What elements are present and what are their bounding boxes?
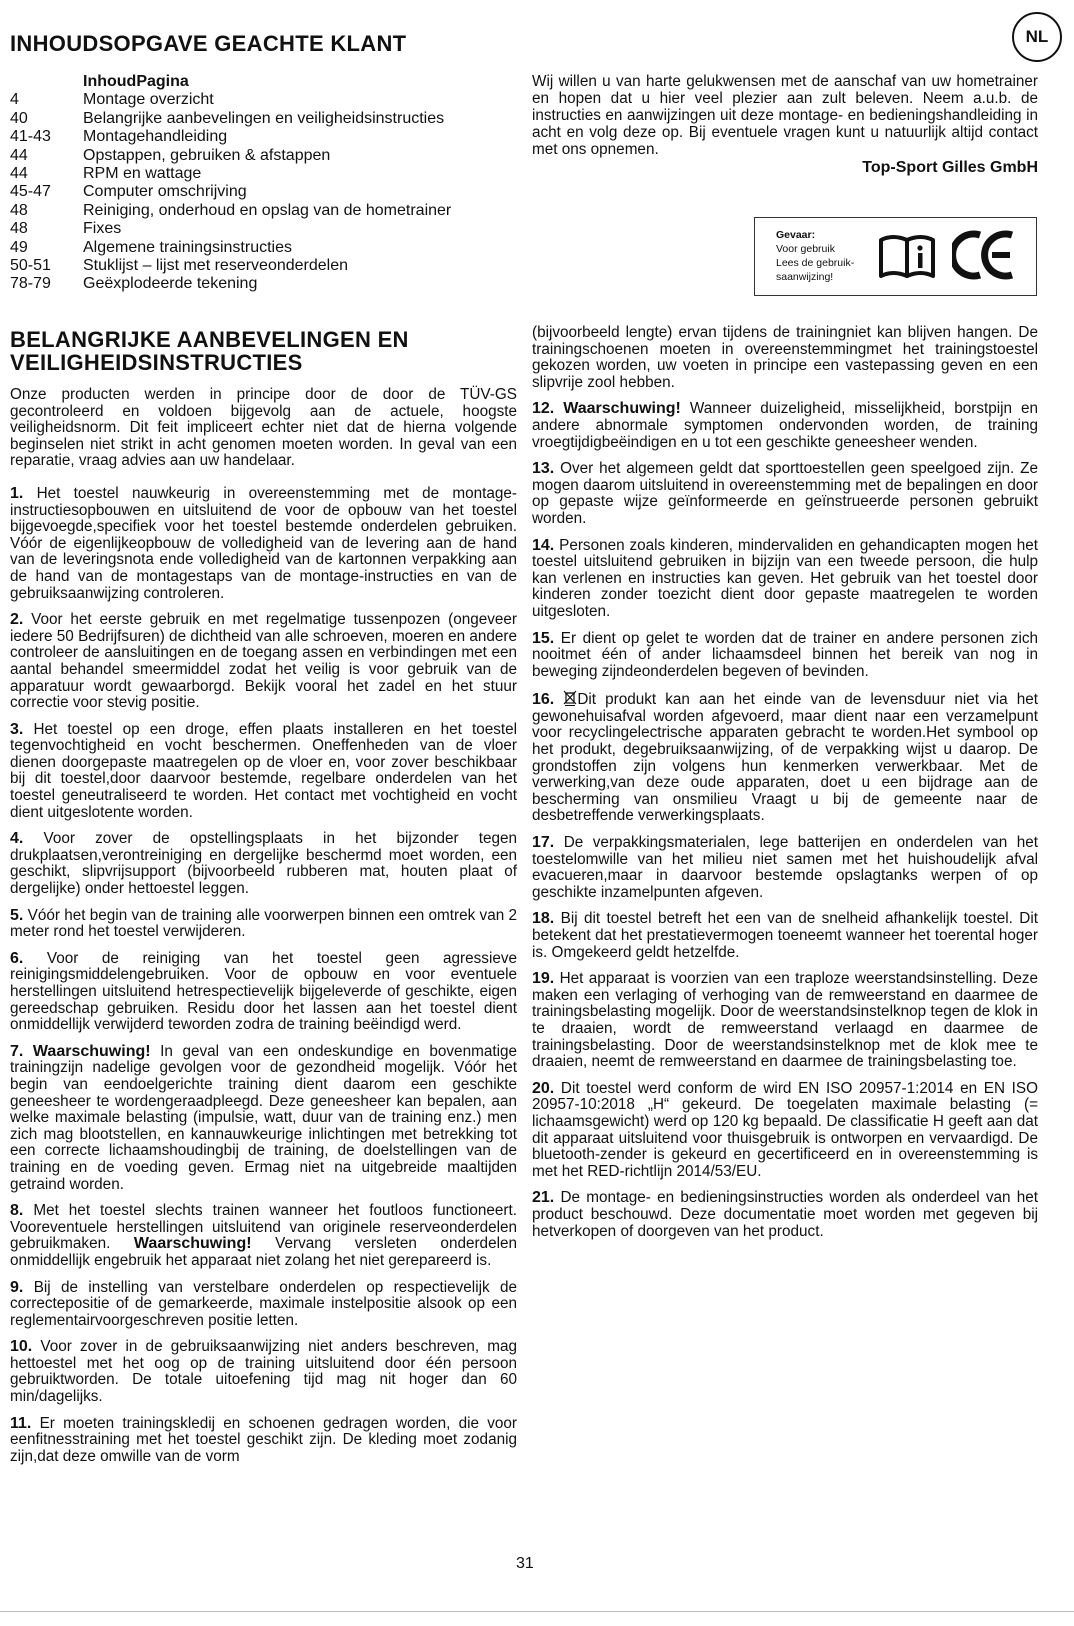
warning-emphasis: Waarschuwing! <box>563 400 681 418</box>
toc-label: Reiniging, onderhoud en opslag van de hometrainer <box>83 201 452 219</box>
safety-title-line-1: BELANGRIJKE AANBEVELINGEN EN <box>10 327 409 352</box>
item-text: Het toestel nauwkeurig in overeenstemming met de montage-instructiesopbouwen en uitsluitend de voor de opbouw van het toestel bijgevoegde,specifiek voor het toestel bestemde onderdelen gebruiken. Vóór de eigenlijkeopbouw de volledigheid van de levering aan de hand van de leveringsnota ende volledigheid van de kartonnen verpakking aan de hand van de montagestaps van de montage-instructies en van de gebruiksaanwijzing controleren. <box>10 484 518 602</box>
table-of-contents <box>10 73 530 294</box>
safety-items-left <box>10 486 517 1465</box>
item-text: Wanneer duizeligheid, misselijkheid, borstpijn en andere abnormale symptomen ondervonden worden, de training vroegtijdigbeëindigen en u tot een geschikte geneesheer wenden. <box>532 400 1039 451</box>
item-number: 14. <box>532 536 555 554</box>
page-title: INHOUDSOPGAVE GEACHTE KLANT <box>10 31 407 56</box>
welcome-text: Wij willen u van harte gelukwensen met de aanschaf van uw hometrainer en hopen dat u hier veel plezier aan zult beleven. Neem a.u.b. de instructies en aanwijzingen uit deze montage- en bedieningshandleiding in acht en volg deze op. Bij eventuele vragen kunt u natuurlijk altijd contact met ons opnemen. <box>532 73 1038 158</box>
toc-label: Opstappen, gebruiken & afstappen <box>83 146 331 164</box>
toc-page-number: 48 <box>10 201 28 219</box>
language-badge: NL <box>1012 12 1062 62</box>
warning-line-2: Lees de gebruik- <box>776 257 855 269</box>
footer-rule <box>0 1611 1074 1612</box>
safety-item <box>532 911 1038 961</box>
warning-emphasis: Waarschuwing! <box>32 1042 151 1060</box>
toc-page-number: 41-43 <box>10 128 51 146</box>
warning-line-3: saanwijzing! <box>776 271 834 283</box>
welcome-block <box>532 73 1038 176</box>
safety-item <box>532 401 1038 451</box>
warning-label-text <box>776 228 854 284</box>
toc-row <box>10 275 530 293</box>
toc-page-number: 4 <box>10 91 19 109</box>
item-number: 21. <box>532 1189 555 1207</box>
item-text: Personen zoals kinderen, mindervaliden en gehandicapten mogen het toestel uitsluitend gebruiken in bijzijn van een tweede persoon, die hulp kan verlenen en instructies kan geven. Het gebruik van het toestel door kinderen zonder toezicht dient door gepaste maatregelen te worden uitgesloten. <box>532 536 1038 620</box>
item-text: Over het algemeen geldt dat sporttoestellen geen speelgoed zijn. Ze mogen daarom uitsluitend in overeenstemming met de bepalingen en door op gepaste wijze geïnformeerde en geïnstrueerde personen gebruikt worden. <box>532 460 1038 527</box>
warning-title: Gevaar: <box>776 229 816 241</box>
toc-label: Montagehandleiding <box>83 128 228 146</box>
crossed-bin-icon <box>563 691 577 708</box>
toc-label: Belangrijke aanbevelingen en veiligheidsinstructies <box>83 109 445 127</box>
item-number: 5. <box>10 906 24 924</box>
toc-header: InhoudPagina <box>83 73 189 90</box>
toc-row <box>10 165 530 183</box>
toc-row <box>10 147 530 165</box>
toc-row <box>10 110 530 128</box>
toc-label: Fixes <box>83 220 122 238</box>
toc-row <box>10 239 530 257</box>
manual-book-icon <box>878 232 936 280</box>
safety-items-right <box>532 401 1038 1240</box>
item-number: 8. <box>10 1202 24 1220</box>
item-number: 9. <box>10 1278 24 1296</box>
item-number: 7. <box>10 1042 24 1060</box>
safety-item <box>10 908 517 941</box>
item-text: Het apparaat is voorzien van een traploze weerstandsinstelling. Deze maken een verlaging of verhoging van de remweerstand en daarmee de trainingsbelasting mogelijk. Door de weerstandsinstelknop tegen de klok in te draaien, wordt de remweerstand verlaagd en daarmee de trainingsbelasting. Door de weerstandsinstelknop met de klok mee te draaien, neemt de remweerstand en daarmee de trainingsbelasting toe. <box>532 970 1038 1071</box>
item-number: 17. <box>532 834 555 852</box>
toc-label: Algemene trainingsinstructies <box>83 238 292 256</box>
safety-right-intro: (bijvoorbeeld lengte) ervan tijdens de trainingniet kan blijven hangen. De trainingschoenen moeten in overeenstemmingmet het trainingstoestel gekozen worden, uw voeten in principe een vastepassing geven en een slipvrije zool hebben. <box>532 324 1038 391</box>
item-text: Voor zover in de gebruiksaanwijzing niet anders beschreven, mag hettoestel met het oog op de training uitsluitend door één persoon gebruiktworden. De totale uitoefening tijd mag nit hoger dan 60 min/dagelijks. <box>10 1338 517 1406</box>
toc-page-number: 50-51 <box>10 257 51 275</box>
toc-row <box>10 202 530 220</box>
item-number: 15. <box>532 629 555 647</box>
safety-item <box>532 835 1038 901</box>
item-text: Voor het eerste gebruik en met regelmatige tussenpozen (ongeveer iedere 50 Bedrijfsuren) de dichtheid van alle schroeven, moeren en andere controleer de aansluitingen en de toegang assen en verbindingen met een aantal behandel smeermiddel zodat het veilig is voor gebruik van de apparatuur wordt gewaarborgd. Bekijk vooral het zadel en het stuur correctie voor stevig positie. <box>10 611 517 712</box>
toc-label: Computer omschrijving <box>83 183 247 201</box>
safety-item <box>10 831 517 897</box>
item-number: 11. <box>10 1414 32 1432</box>
item-number: 4. <box>10 830 24 848</box>
item-number: 13. <box>532 460 555 478</box>
safety-item <box>10 1416 517 1466</box>
warning-line-1: Voor gebruik <box>776 243 835 255</box>
ce-mark-icon <box>952 229 1016 281</box>
safety-item <box>10 1044 517 1193</box>
safety-item <box>10 1203 517 1269</box>
item-text: Bij de instelling van verstelbare onderdelen op respectievelijk de correctepositie of de gemarkeerde, maximale instelpositie alsook op een reglementairvoorgeschreven positie letten. <box>10 1278 518 1329</box>
toc-row <box>10 128 530 146</box>
item-number: 3. <box>10 720 24 738</box>
toc-page-number: 78-79 <box>10 275 51 293</box>
toc-page-number: 49 <box>10 238 28 256</box>
safety-item <box>10 722 517 822</box>
toc-row <box>10 183 530 201</box>
toc-label: Geëxplodeerde tekening <box>83 275 258 293</box>
safety-item <box>532 538 1038 621</box>
item-text: Er dient op gelet te worden dat de trainer en andere personen zich nooitmet één of ander lichaamsdeel binnen het bereik van nog in beweging zijndeonderdelen begeven of bevinden. <box>532 629 1038 680</box>
toc-label: RPM en wattage <box>83 165 202 183</box>
item-text: Er moeten trainingskledij en schoenen gedragen worden, die voor eenfitnesstraining met het toestel geschikt zijn. De kleding moet zodanig zijn,dat deze omwille van de vorm <box>10 1414 518 1465</box>
right-column <box>532 325 1038 1250</box>
item-number: 6. <box>10 949 24 967</box>
toc-page-number: 40 <box>10 109 28 127</box>
item-number: 16. <box>532 691 555 709</box>
item-number: 12. <box>532 400 555 418</box>
item-text: Vóór het begin van de training alle voorwerpen binnen een omtrek van 2 meter rond het toestel verwijderen. <box>10 906 518 941</box>
toc-row <box>10 257 530 275</box>
company-name: Top-Sport Gilles GmbH <box>862 159 1038 176</box>
item-text: Met het toestel slechts trainen wanneer het foutloos functioneert. Vooreventuele herstellingen uitsluitend van originele reserveonderdelen gebruikmaken. <box>10 1202 518 1253</box>
item-number: 19. <box>532 970 555 988</box>
item-text: Het toestel op een droge, effen plaats installeren en het toestel tegenvochtigheid en vocht beschermen. Oneffenheden van de vloer dienen doorgepaste maatregelen op de vloer en, voor zover beschikbaar bij dit toestel,door daarvoor bestemde, regelbare onderdelen van het toestel geneutraliseerd te worden. Het contact met vochtigheid en vocht dient uitgeslotente worden. <box>10 720 518 821</box>
item-text: Voor de reiniging van het toestel geen agressieve reinigingsmiddelengebruiken. Voor de opbouw en voor eventuele herstellingen uitsluitend hetrespectievelijk bijgeleverde of geschikte, eigen gereedschap gebruiken. Residu door het lassen aan het toestel dient onmiddellijk verwijderd teworden zodra de training beëindigd werd. <box>10 949 518 1034</box>
warning-emphasis: Waarschuwing! <box>133 1235 252 1253</box>
safety-item <box>532 1190 1038 1240</box>
safety-item <box>532 971 1038 1071</box>
item-text: Voor zover de opstellingsplaats in het bijzonder tegen drukplaatsen,verontreiniging en dergelijke beschermd moet worden, een geschikt, slipvrijsupport (bijvoorbeeld rubberen mat, houten plaat of dergelijke) onder hettoestel leggen. <box>10 830 518 898</box>
toc-row <box>10 220 530 238</box>
item-text: Dit toestel werd conform de wird EN ISO 20957-1:2014 en EN ISO 20957-10:2018 „H“ gekeurd. De toegelaten maximale belasting (= lichaamsgewicht) werd op 120 kg bepaald. De classificatie H geeft aan dat dit apparaat uitsluitend voor thuisgebruik is ontworpen en vervaardigd. De bluetooth-zender is gekeurd en gecertificeerd en in overeenstemming is met het RED-richtlijn 2014/53/EU. <box>532 1079 1038 1180</box>
item-number: 10. <box>10 1338 33 1356</box>
toc-row <box>10 91 530 109</box>
item-number: 1. <box>10 484 24 502</box>
item-number: 20. <box>532 1079 555 1097</box>
safety-item <box>532 1081 1038 1181</box>
safety-item <box>10 951 517 1034</box>
safety-item <box>10 486 517 602</box>
toc-page-number: 44 <box>10 165 28 183</box>
safety-item <box>10 612 517 712</box>
safety-title-line-2: VEILIGHEIDSINSTRUCTIES <box>10 350 303 376</box>
toc-page-number: 44 <box>10 146 28 164</box>
safety-item <box>532 690 1038 825</box>
safety-item <box>532 461 1038 527</box>
left-column <box>10 387 517 1475</box>
item-text: In geval van een ondeskundige en bovenmatige trainingzijn nadelige gevolgen voor de gezondheid mogelijk. Vóór het begin van eendoelgerichte training dient daarom een geschikte geneesheer te wordengeraadpleegd. Deze geneesheer kan bepalen, aan welke maximale belasting (impulsie, watt, duur van de training enz.) men zich mag blootstellen, en kannauwkeurige inlichtingen met betrekking tot een correcte lichaamshoudingbij de training, de doelstellingen van de training en de voeding geven. Ermag niet na uitgebreide maaltijden getraind worden. <box>10 1042 517 1193</box>
item-text: Vervang versleten onderdelen onmiddellijk engebruik het apparaat niet zolang het niet gerepareerd is. <box>10 1235 517 1269</box>
safety-item <box>10 1280 517 1330</box>
safety-section-title <box>10 328 409 374</box>
safety-item <box>10 1339 517 1405</box>
page-number: 31 <box>516 1555 534 1572</box>
toc-label: Stuklijst – lijst met reserveonderdelen <box>83 257 349 275</box>
item-number: 18. <box>532 910 555 928</box>
toc-rows <box>10 91 530 293</box>
item-text: Dit produkt kan aan het einde van de levensduur niet via het gewonehuisafval worden afgevoerd, maar dient naar een verzamelpunt voor recyclingelectrische apparaten gebracht te worden.Het symbool op het produkt, degebruiksaanwijzing, of de verpakking wijst u daarop. De grondstoffen zijn volgens hun kenmerken verwerkbaar. Met de verwerking,van deze oude apparaten, doet u een bijdrage aan de bescherming van onsmilieu Vraagt u bij de gemeente naar de desbetreffende verwerkingsplaats. <box>532 691 1039 825</box>
item-text: De montage- en bedieningsinstructies worden als onderdeel van het product beschouwd. Deze documentatie moet worden met gegeven bij hetverkopen of doorgeven van het product. <box>532 1189 1039 1240</box>
toc-label: Montage overzicht <box>83 91 214 109</box>
item-text: Bij dit toestel betreft het een van de snelheid afhankelijk toestel. Dit betekent dat het prestatievermogen toeneemt wanneer het toerental hoger is. Omgekeerd geldt hetzelfde. <box>532 910 1038 961</box>
safety-intro: Onze producten werden in principe door de door de TÜV-GS gecontroleerd en voldoen bijgevolg aan de actuele, hoogste veiligheidsnorm. Dit feit impliceert echter niet dat de hierna volgende beginselen niet strikt in acht genomen moeten worden. In geval van een reparatie, vraag advies aan uw handelaar. <box>10 386 517 470</box>
toc-page-number: 48 <box>10 220 28 238</box>
item-text: De verpakkingsmaterialen, lege batterijen en onderdelen van het toestelomwille van het milieu niet samen met het huishoudelijk afval evacueren,maar in daarvoor bestemde opslagtanks werpen of op geschikte inzamelpunten afgeven. <box>532 834 1038 901</box>
item-number: 2. <box>10 611 24 629</box>
safety-item <box>532 631 1038 681</box>
toc-page-number: 45-47 <box>10 183 51 201</box>
